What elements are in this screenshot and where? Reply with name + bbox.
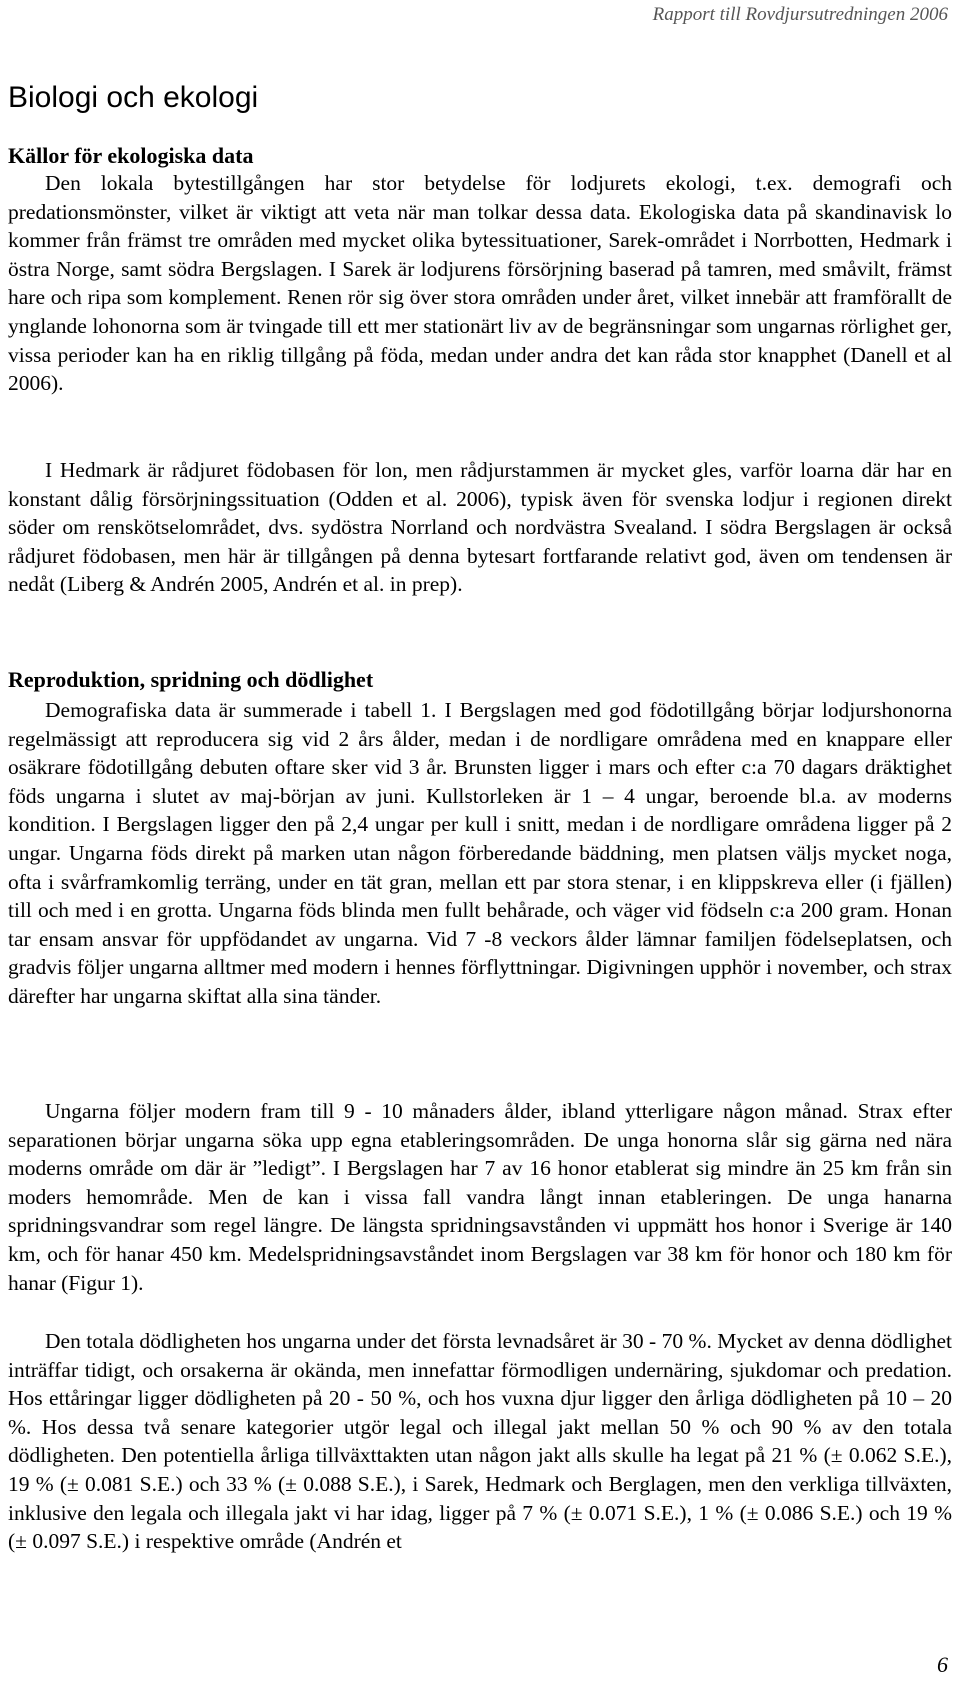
paragraph-sources-1: Den lokala bytestillgången har stor betydelse för lodjurets ekologi, t.ex. demografi och predationsmönster, vilket är viktigt att veta när man tolkar dessa data. Ekologiska data på skandinavisk lo kommer från främst tre områden med mycket olika bytessituationer, Sarek-området i Norrbotten, Hedmark i östra Norge, samt södra Bergslagen. I Sarek är lodjurens försörjning baserad på tamren, med småvilt, främst hare och ripa som komplement. Renen rör sig över stora områden under året, vilket innebär att framförallt de ynglande lohonorna som är tvingade till ett mer stationärt liv av de begränsningar som ungarnas rörlighet ger, vissa perioder kan ha en riklig tillgång på föda, medan under andra det kan råda stor knapphet (Danell et al 2006). (8, 171, 952, 396)
paragraph-reproduction-2: Ungarna följer modern fram till 9 - 10 månaders ålder, ibland ytterligare någon månad. Strax efter separationen börjar ungarna söka upp egna etableringsområden. De unga honorna slår sig gärna ned nära moderns område om där är ”ledigt”. I Bergslagen har 7 av 16 honor etablerat sig mindre än 25 km från sin moders hemområde. Men de kan i vissa fall vandra långt innan etableringen. De unga hanarna spridningsvandrar som regel längre. De längsta spridningsavstånden vi uppmätt hos honor i Sverige är 140 km, och för hanar 450 km. Medelspridningsavståndet inom Bergslagen var 38 km för honor och 180 km för hanar (Figur 1). (8, 1099, 952, 1295)
paragraph-reproduction-3: Den totala dödligheten hos ungarna under det första levnadsåret är 30 - 70 %. Mycket av denna dödlighet inträffar tidigt, och orsakerna är okända, men innefattar förmodligen undernäring, sjukdomar och predation. Hos ettåringar ligger dödligheten på 20 - 50 %, och hos vuxna djur ligger den årliga dödligheten på 10 – 20 %. Hos dessa två senare kategorier utgör legal och illegal jakt mellan 50 % och 90 % av den totala dödligheten. Den potentiella årliga tillväxttakten utan någon jakt alls skulle ha legat på 21 % (± 0.062 S.E.), 19 % (± 0.081 S.E.) och 33 % (± 0.088 S.E.), i Sarek, Hedmark och Berglagen, men den verkliga tillväxten, inklusive den legala och illegala jakt vi har idag, ligger på 7 % (± 0.071 S.E.), 1 % (± 0.086 S.E.) och 19 % (± 0.097 S.E.) i respektive område (Andrén et (8, 1329, 952, 1554)
paragraph-sources-2: I Hedmark är rådjuret födobasen för lon, men rådjurstammen är mycket gles, varför loarna där har en konstant dålig försörjningssituation (Odden et al. 2006), typisk även för svenska lodjur i regionen direkt söder om renskötselområdet, dvs. sydöstra Norrland och nordvästra Svealand. I södra Bergslagen är också rådjuret födobasen, men här är tillgången på denna bytesart fortfarande relativt god, även om tendensen är nedåt (Liberg & Andrén 2005, Andrén et al. in prep). (8, 458, 952, 597)
page-number: 6 (937, 1652, 948, 1677)
section-heading-sources: Källor för ekologiska data (8, 143, 254, 168)
page-title: Biologi och ekologi (8, 81, 259, 114)
running-header: Rapport till Rovdjursutredningen 2006 (652, 4, 948, 25)
section-heading-reproduction: Reproduktion, spridning och dödlighet (8, 667, 374, 692)
paragraph-reproduction-1: Demografiska data är summerade i tabell 1. I Bergslagen med god födotillgång börjar lodjurshonorna regelmässigt att reproducera sig vid 2 års ålder, medan i de nordligare områdena med en knappare eller osäkrare födotillgång debuten oftare sker vid 3 år. Brunsten ligger i mars och efter c:a 70 dagars dräktighet föds ungarna i slutet av maj-början av juni. Kullstorleken är 1 – 4 ungar, beroende bl.a. av moderns kondition. I Bergslagen ligger den på 2,4 ungar per kull i snitt, medan i de nordligare områdena ligger på 2 ungar. Ungarna föds direkt på marken utan någon förberedande bäddning, men platsen väljs mycket noga, ofta i svårframkomlig terräng, under en tät gran, mellan ett par stora stenar, i en klippskreva eller (i fjällen) till och med i en grotta. Ungarna föds blinda men fullt behårade, och väger vid födseln c:a 200 gram. Honan tar ensam ansvar för uppfödandet av ungarna. Vid 7 -8 veckors ålder lämnar familjen födelseplatsen, och gradvis följer ungarna alltmer med modern i hennes förflyttningar. Digivningen upphör i november, och strax därefter har ungarna skiftat alla sina tänder. (8, 698, 952, 1008)
